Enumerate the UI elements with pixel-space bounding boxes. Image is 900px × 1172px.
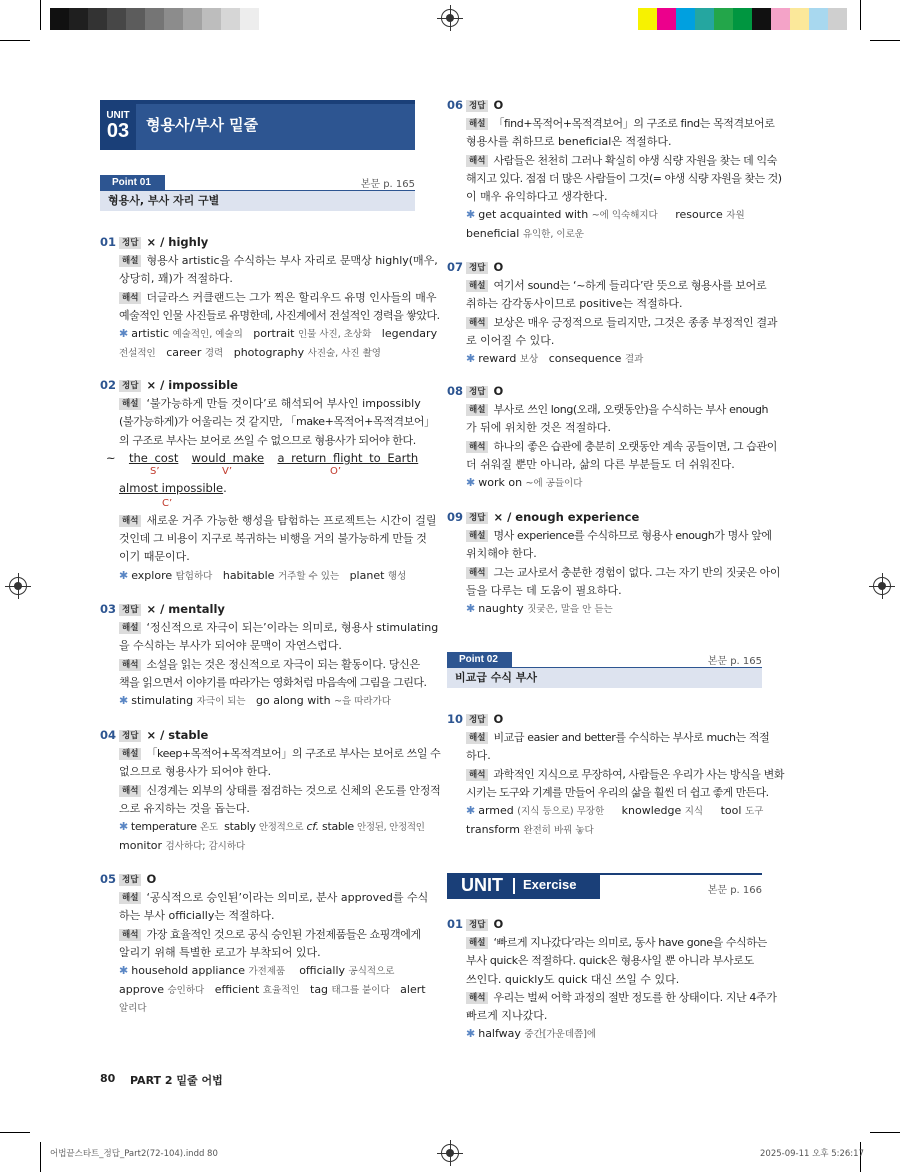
vocab-line: ✱ armed (지식 등으로) 무장한 knowledge 지식 tool 도구 [466, 804, 764, 818]
explanation-line: 비교급 easier and better를 수식하는 부사로 much는 적절 [493, 731, 770, 745]
gray-swatch [221, 8, 240, 30]
page-number: 80 [100, 1072, 116, 1085]
explain-tag: 해설 [466, 530, 488, 542]
color-swatch [733, 8, 752, 30]
role-label-v: V’ [222, 466, 233, 477]
translation-line: 새로운 거주 가능한 행성을 탐험하는 프로젝트는 시간이 걸릴 [146, 514, 437, 527]
explanation-line: 쓰인다. quickly도 quick 대신 쓰일 수 있다. [466, 972, 680, 986]
translation-line: 하나의 좋은 습관에 충분히 오랫동안 계속 공들이면, 그 습관이 [493, 439, 777, 453]
gray-swatch [202, 8, 221, 30]
gray-swatch [50, 8, 69, 30]
question-number: 05 [100, 872, 117, 886]
translation-line: 것인데 그 비용이 지구로 복귀하는 비행을 거의 불가능하게 만들 것 [119, 532, 427, 546]
question-number: 07 [447, 260, 464, 274]
process-color-bar [638, 8, 847, 30]
answer-item-01 [119, 233, 440, 363]
question-number: 02 [100, 378, 117, 392]
point-label: Point 02 [447, 652, 512, 668]
vocab-line: transform 완전히 바꿔 놓다 [466, 823, 594, 837]
translation-line: 예술적인 인물 사진들로 유명한데, 사진계에서 전설적인 경력을 쌓았다. [119, 308, 440, 322]
explain-tag: 해설 [119, 255, 141, 267]
explanation-line: ‘빠르게 지나갔다’라는 의미로, 동사 have gone을 수식하는 [493, 936, 767, 950]
registration-mark-top [441, 9, 459, 27]
vocab-line: ✱ artistic 예술적인, 예술의 portrait 인물 사진, 초상화 legendary [119, 327, 438, 341]
explain-tag: 해설 [466, 732, 488, 744]
registration-mark-left [9, 577, 27, 595]
explanation-line: 형용사를 취하므로 beneficial은 적절하다. [466, 135, 672, 149]
color-swatch [657, 8, 676, 30]
answer-tag: 정답 [466, 714, 488, 726]
divider [513, 878, 515, 894]
explanation-line: 「keep+목적어+목적격보어」의 구조로 부사는 보어로 쓰일 수 [146, 747, 441, 761]
asterisk-icon: ✱ [466, 352, 476, 366]
question-number: 04 [100, 728, 117, 742]
verb-phrase: would make [191, 451, 265, 465]
unit-exercise-header [447, 873, 762, 899]
color-swatch [714, 8, 733, 30]
vocab-line: ✱ naughty 짓궂은, 말을 안 듣는 [466, 602, 613, 616]
answer-tag: 정답 [119, 380, 141, 392]
color-swatch [828, 8, 847, 30]
vocab-line: 알리다 [119, 1003, 147, 1015]
translation-line: 알리기 위해 특별한 로고가 부착되어 있다. [119, 945, 321, 959]
gray-swatch [69, 8, 88, 30]
translation-line: 더 쉬워질 뿐만 아니라, 삶의 다른 부분들도 더 쉬워진다. [466, 457, 735, 471]
answer-item-02-cont [119, 512, 437, 586]
answer: O [493, 712, 504, 726]
color-swatch [752, 8, 771, 30]
point-title: 형용사, 부사 자리 구별 [100, 191, 415, 211]
explanation-line: 형용사 artistic을 수식하는 부사 자리로 문맥상 highly(매우, [146, 254, 438, 268]
point-02-header [447, 652, 762, 692]
asterisk-icon: ✱ [466, 804, 476, 818]
explanation-line: 명사 experience를 수식하므로 형용사 enough가 명사 앞에 [493, 529, 772, 543]
answer-tag: 정답 [466, 386, 488, 398]
translation-line: 더글라스 커클랜드는 그가 찍은 할리우드 유명 인사들의 매우 [146, 290, 437, 304]
asterisk-icon: ✱ [466, 1027, 476, 1041]
asterisk-icon: ✱ [119, 327, 129, 341]
translation-line: 보상은 매우 긍정적으로 들리지만, 그것은 종종 부정적인 결과 [493, 315, 778, 329]
translation-line: 사람들은 천천히 그러나 확실히 야생 식량 자원을 찾는 데 익숙 [493, 153, 777, 167]
vocab-line: ✱ stimulating 자극이 되는 go along with ~을 따라가다 [119, 694, 391, 708]
gray-swatch [107, 8, 126, 30]
explanation-line: (불가능하게)가 어울리는 것 같지만, 「make+목적어+목적격보어」 [119, 415, 435, 429]
question-number: 08 [447, 384, 464, 398]
answer: × / highly [146, 235, 209, 249]
question-number: 10 [447, 712, 464, 726]
explanation-line: 하는 부사 officially는 적절하다. [119, 909, 275, 923]
gray-swatch [183, 8, 202, 30]
explanation-line: 가 뒤에 위치한 것은 적절하다. [466, 421, 611, 435]
color-swatch [790, 8, 809, 30]
page-reference: 본문 p. 165 [707, 656, 762, 667]
translation-line: 로 이어질 수 있다. [466, 333, 555, 347]
answer: × / mentally [146, 602, 225, 616]
translation-line: 빠르게 지나갔다. [466, 1009, 548, 1023]
translate-tag: 해석 [466, 441, 488, 453]
question-number: 01 [447, 917, 464, 931]
complement-phrase-line: almost impossible. [119, 481, 227, 495]
date-slug: 2025-09-11 오후 5:26:17 [760, 1149, 864, 1159]
page-reference: 본문 p. 165 [360, 179, 415, 190]
unit-title: 형용사/부사 밑줄 [146, 116, 259, 134]
translate-tag: 해석 [466, 769, 488, 781]
answer: O [146, 872, 157, 886]
translate-tag: 해석 [119, 292, 141, 304]
gray-swatch [145, 8, 164, 30]
answer: O [493, 260, 504, 274]
complement-phrase: almost impossible [119, 481, 224, 495]
answer-item-04 [119, 726, 441, 856]
asterisk-icon: ✱ [466, 208, 476, 222]
translation-line: 그는 교사로서 충분한 경험이 없다. 그는 자기 반의 짓궂은 아이 [493, 565, 781, 579]
crop-mark [40, 0, 41, 30]
vocab-line: ✱ get acquainted with ~에 익숙해지다 resource 자원 [466, 208, 745, 222]
vocab-line: ✱ reward 보상 consequence 결과 [466, 352, 644, 366]
translation-line: 시키는 도구와 기계를 만들어 우리의 삶을 훨씬 더 쉽고 좋게 만든다. [466, 785, 769, 799]
role-label-c: C’ [162, 498, 173, 509]
role-label-o: O’ [330, 466, 342, 477]
asterisk-icon: ✱ [466, 602, 476, 616]
explanation-line: 위치해야 한다. [466, 547, 537, 561]
translation-line: 이 매우 유익하다고 생각한다. [466, 190, 608, 204]
answer-item-07 [466, 258, 778, 369]
unit-number: 03 [106, 120, 130, 142]
gray-color-bar [50, 8, 259, 30]
color-swatch [638, 8, 657, 30]
explain-tag: 해설 [466, 937, 488, 949]
translation-line: 신경계는 외부의 상태를 점검하는 것으로 신체의 온도를 안정적 [146, 783, 441, 797]
registration-mark-right [873, 577, 891, 595]
explanation-line: 부사로 쓰인 long(오래, 오랫동안)을 수식하는 부사 enough [493, 403, 769, 417]
translate-tag: 해석 [119, 515, 141, 527]
answer: O [493, 384, 504, 398]
explain-tag: 해설 [119, 748, 141, 760]
explain-tag: 해설 [466, 404, 488, 416]
translate-tag: 해석 [119, 785, 141, 797]
translate-tag: 해석 [466, 992, 488, 1004]
part-title: PART 2 밑줄 어법 [130, 1074, 223, 1087]
unit-label: UNIT [106, 110, 130, 121]
answer-item-06 [466, 96, 782, 245]
answer-tag: 정답 [466, 100, 488, 112]
explanation-line: 상당히, 꽤)가 적절하다. [119, 272, 233, 286]
vocab-line: beneficial 유익한, 이로운 [466, 227, 584, 241]
explanation-line: 여기서 sound는 ‘~하게 들리다’란 뜻으로 형용사를 보어로 [493, 279, 767, 293]
vocab-line: monitor 검사하다; 감시하다 [119, 839, 246, 853]
explanation-line: 하다. [466, 749, 491, 763]
crop-mark [860, 0, 861, 30]
answer-item-05 [119, 870, 429, 1019]
question-number: 06 [447, 98, 464, 112]
translation-line: 과학적인 지식으로 무장하여, 사람들은 우리가 사는 방식을 변화 [493, 767, 785, 781]
answer-item-02 [119, 376, 435, 450]
crop-mark [0, 1132, 30, 1133]
answer-tag: 정답 [466, 512, 488, 524]
vocab-line: ✱ halfway 중간[가운데쯤]에 [466, 1027, 597, 1041]
question-number: 03 [100, 602, 117, 616]
answer-item-08 [466, 382, 777, 493]
crop-mark [40, 1142, 41, 1172]
question-number: 01 [100, 235, 117, 249]
unit-tag [100, 104, 136, 150]
translation-line: 가장 효율적인 것으로 공식 승인된 가전제품들은 쇼핑객에게 [146, 927, 421, 941]
translate-tag: 해석 [119, 929, 141, 941]
answer-item-03 [119, 600, 439, 711]
translation-line: 으로 유지하는 것을 돕는다. [119, 801, 250, 815]
translate-tag: 해석 [466, 155, 488, 167]
vocab-line: ✱ household appliance 가전제품 officially 공식적으로 [119, 964, 395, 978]
answer-tag: 정답 [119, 604, 141, 616]
vocab-line: ✱ work on ~에 공들이다 [466, 476, 583, 490]
answer-item-09 [466, 508, 781, 619]
translate-tag: 해석 [119, 659, 141, 671]
subject-phrase: the cost [128, 451, 179, 465]
asterisk-icon: ✱ [119, 694, 129, 708]
answer-tag: 정답 [466, 262, 488, 274]
crop-mark [0, 40, 30, 41]
sentence-structure: ~ the cost would make a return flight to Earth [106, 451, 419, 465]
gray-swatch [164, 8, 183, 30]
translation-line: 이기 때문이다. [119, 550, 190, 564]
explain-tag: 해설 [466, 280, 488, 292]
point-01-header [100, 175, 415, 215]
answer-tag: 정답 [119, 874, 141, 886]
color-swatch [771, 8, 790, 30]
point-label: Point 01 [100, 175, 165, 191]
explain-tag: 해설 [119, 622, 141, 634]
explanation-line: 취하는 감각동사이므로 positive는 적절하다. [466, 297, 683, 311]
divider [600, 873, 762, 875]
vocab-line: ✱ temperature 온도 stably 안정적으로 cf. stable 안정된, 안정적인 [119, 820, 425, 834]
explanation-line: 을 수식하는 부사가 되어야 문맥이 자연스럽다. [119, 639, 342, 653]
answer-tag: 정답 [466, 919, 488, 931]
explain-tag: 해설 [119, 398, 141, 410]
vocab-line: approve 승인하다 efficient 효율적인 tag 태그를 붙이다 alert [119, 983, 426, 997]
exercise-item-01 [466, 915, 777, 1044]
translation-line: 해지고 있다. 점점 더 많은 사람들이 그것(= 야생 식량 자원을 찾는 것) [466, 171, 782, 185]
explain-tag: 해설 [466, 118, 488, 130]
translate-tag: 해석 [466, 567, 488, 579]
gray-swatch [88, 8, 107, 30]
answer: × / enough experience [493, 510, 640, 524]
role-label-s: S’ [150, 466, 160, 477]
explanation-line: ‘공식적으로 승인된’이라는 의미로, 분사 approved를 수식 [146, 891, 429, 905]
gray-swatch [126, 8, 145, 30]
answer: O [493, 917, 504, 931]
asterisk-icon: ✱ [119, 964, 129, 978]
answer: × / stable [146, 728, 209, 742]
exercise-unit-label: UNIT [461, 875, 503, 895]
explanation-line: 「find+목적어+목적격보어」의 구조로 find는 목적격보어로 [493, 117, 775, 131]
asterisk-icon: ✱ [466, 476, 476, 490]
explanation-line: 부사 quick은 적절하다. quick은 형용사일 뿐 아니라 부사로도 [466, 954, 754, 968]
page-reference: 본문 p. 166 [707, 885, 762, 896]
crop-mark [870, 40, 900, 41]
answer: × / impossible [146, 378, 238, 392]
answer-item-10 [466, 710, 785, 840]
explanation-line: ‘정신적으로 자극이 되는’이라는 의미로, 형용사 stimulating [146, 621, 439, 635]
question-number: 09 [447, 510, 464, 524]
color-swatch [676, 8, 695, 30]
object-phrase: a return flight to Earth [277, 451, 419, 465]
gray-swatch [240, 8, 259, 30]
asterisk-icon: ✱ [119, 568, 129, 582]
asterisk-icon: ✱ [119, 820, 128, 834]
color-swatch [695, 8, 714, 30]
explain-tag: 해설 [119, 892, 141, 904]
translation-line: 책을 읽으면서 이야기를 따라가는 영화처럼 마음속에 그림을 그린다. [119, 675, 427, 689]
answer-tag: 정답 [119, 237, 141, 249]
answer-tag: 정답 [119, 730, 141, 742]
translation-line: 소설을 읽는 것은 정신적으로 자극이 되는 활동이다. 당신은 [146, 657, 420, 671]
crop-mark [870, 1132, 900, 1133]
translate-tag: 해석 [466, 317, 488, 329]
answer: O [493, 98, 504, 112]
vocab-line: 전설적인 career 경력 photography 사진술, 사진 촬영 [119, 346, 381, 360]
color-swatch [809, 8, 828, 30]
point-title: 비교급 수식 부사 [447, 668, 762, 688]
translation-line: 우리는 벌써 어학 과정의 절반 정도를 한 상태이다. 지난 4주가 [493, 990, 777, 1004]
explanation-line: 없으므로 형용사가 되어야 한다. [119, 765, 272, 779]
registration-mark-bottom [441, 1144, 459, 1162]
vocab-line: ✱ explore 탐험하다 habitable 거주할 수 있는 planet 행성 [119, 568, 407, 582]
translation-line: 들을 다루는 데 도움이 필요하다. [466, 583, 622, 597]
file-slug: 어법끝스타트_정답_Part2(72-104).indd 80 [50, 1149, 218, 1159]
exercise-title: Exercise [523, 877, 577, 892]
explanation-line: ‘불가능하게 만들 것이다’로 해석되어 부사인 impossibly [146, 397, 421, 411]
explanation-line: 의 구조로 부사는 보어로 쓰일 수 없으므로 형용사가 되어야 한다. [119, 433, 416, 447]
